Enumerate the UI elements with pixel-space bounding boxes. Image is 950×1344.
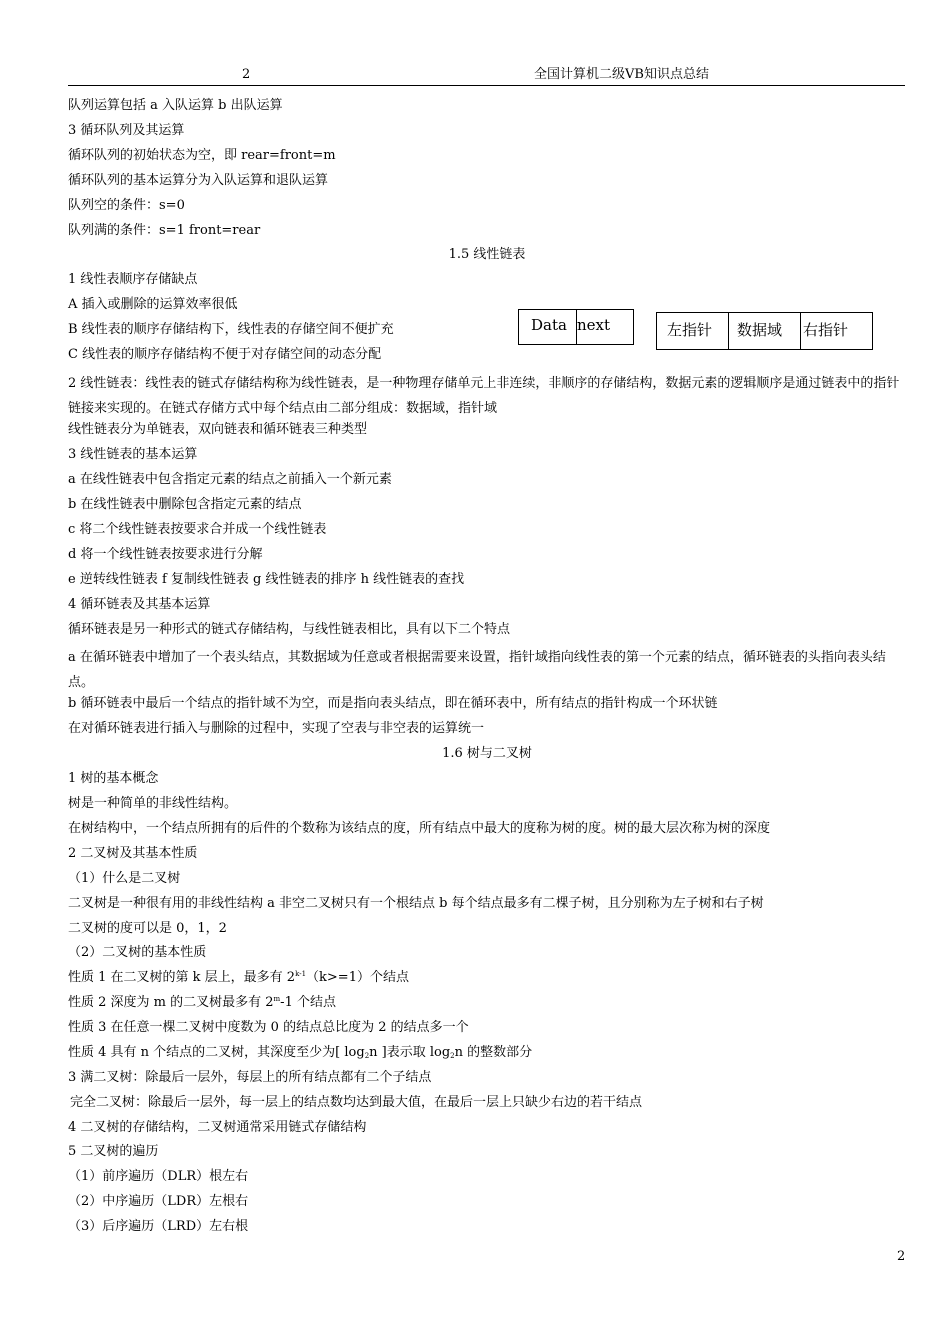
- text-line: （2）二叉树的基本性质: [68, 945, 207, 960]
- subscript: 2: [364, 1052, 370, 1060]
- section-heading: 1.6 树与二叉树: [442, 746, 532, 761]
- text-line: （2）中序遍历（LDR）左根右: [68, 1194, 249, 1209]
- node-data-cell: Data: [519, 310, 577, 344]
- text-line: （3）后序遍历（LRD）左右根: [68, 1219, 249, 1234]
- text-line: 3 满二叉树：除最后一层外，每层上的所有结点都有二个子结点: [68, 1070, 432, 1085]
- section-heading: 1.5 线性链表: [448, 247, 526, 262]
- text-line: a 在线性链表中包含指定元素的结点之前插入一个新元素: [68, 472, 392, 487]
- text-line: 1 树的基本概念: [68, 771, 159, 786]
- text-line: 性质 3 在任意一棵二叉树中度数为 0 的结点总比度为 2 的结点多一个: [68, 1020, 469, 1035]
- text-line: e 逆转线性链表 f 复制线性链表 g 线性链表的排序 h 线性链表的查找: [68, 572, 465, 587]
- text-span: n ]表示取 log: [369, 1045, 451, 1060]
- text-line: 1 线性表顺序存储缺点: [68, 272, 198, 287]
- header-rule: [68, 85, 905, 86]
- text-line: b 在线性链表中删除包含指定元素的结点: [68, 497, 302, 512]
- text-line: 2 二叉树及其基本性质: [68, 846, 198, 861]
- node-data-field-cell: 数据域: [729, 313, 801, 349]
- text-line-property-1: [68, 969, 409, 987]
- text-line: 线性链表分为单链表，双向链表和循环链表三种类型: [68, 422, 368, 437]
- node-left-pointer-cell: 左指针: [657, 313, 729, 349]
- text-line-property-2: [68, 994, 336, 1012]
- text-line: 循环队列的基本运算分为入队运算和退队运算: [68, 173, 329, 188]
- text-span: -1 个结点: [280, 995, 336, 1010]
- text-span: 性质 1 在二叉树的第 k 层上，最多有 2: [68, 970, 296, 985]
- text-line: 循环队列的初始状态为空，即 rear=front=m: [68, 148, 336, 163]
- text-line: 二叉树的度可以是 0，1，2: [68, 921, 227, 936]
- text-line: 树是一种简单的非线性结构。: [68, 796, 238, 811]
- single-link-node-diagram: [518, 309, 634, 345]
- text-line: （1）前序遍历（DLR）根左右: [68, 1169, 249, 1184]
- subscript: 2: [450, 1052, 455, 1060]
- node-next-cell: next: [577, 316, 611, 334]
- text-line: B 线性表的顺序存储结构下，线性表的存储空间不便扩充: [68, 322, 394, 337]
- text-line: 队列运算包括 a 入队运算 b 出队运算: [68, 98, 283, 113]
- text-line: 完全二叉树：除最后一层外，每一层上的结点数均达到最大值，在最后一层上只缺少右边的若干结点: [70, 1095, 643, 1110]
- text-line: 3 线性链表的基本运算: [68, 447, 198, 462]
- superscript: m: [273, 995, 281, 1003]
- header-title: 全国计算机二级VB知识点总结: [534, 67, 709, 82]
- text-line: b 循环链表中最后一个结点的指针域不为空，而是指向表头结点，即在循环表中，所有结点的指针构成一个环状链: [68, 696, 718, 711]
- superscript: k-1: [295, 970, 307, 978]
- text-line: 队列满的条件：s=1 front=rear: [68, 223, 261, 238]
- text-span: （k>=1）个结点: [306, 970, 409, 985]
- text-paragraph: 2 线性链表：线性表的链式存储结构称为线性链表，是一种物理存储单元上非连续，非顺序的存储结构，数据元素的逻辑顺序是通过链表中的指针链接来实现的。在链式存储方式中每个结点由二部分组成：数据域，指针域: [68, 376, 900, 416]
- text-span: 性质 4 具有 n 个结点的二叉树，其深度至少为[ log: [68, 1045, 365, 1060]
- text-span: 性质 2 深度为 m 的二叉树最多有 2: [68, 995, 274, 1010]
- text-line: 在对循环链表进行插入与删除的过程中，实现了空表与非空表的运算统一: [68, 721, 485, 736]
- text-line: d 将一个线性链表按要求进行分解: [68, 547, 263, 562]
- text-line: 二叉树是一种很有用的非线性结构 a 非空二叉树只有一个根结点 b 每个结点最多有二棵子树，且分别称为左子树和右子树: [68, 896, 764, 911]
- text-line: 队列空的条件：s=0: [68, 198, 185, 213]
- text-line: 4 二叉树的存储结构，二叉树通常采用链式存储结构: [68, 1120, 367, 1135]
- text-line: 4 循环链表及其基本运算: [68, 597, 211, 612]
- node-right-pointer-cell: 右指针: [803, 321, 849, 339]
- text-line: 循环链表是另一种形式的链式存储结构，与线性链表相比，具有以下二个特点: [68, 622, 511, 637]
- text-line: 3 循环队列及其运算: [68, 123, 185, 138]
- text-line: C 线性表的顺序存储结构不便于对存储空间的动态分配: [68, 347, 382, 362]
- text-line: 5 二叉树的遍历: [68, 1144, 159, 1159]
- footer-page-number: 2: [897, 1249, 906, 1264]
- text-line: A 插入或删除的运算效率很低: [68, 297, 238, 312]
- double-link-node-diagram: [656, 312, 873, 350]
- header-page-number: 2: [242, 67, 251, 82]
- text-span: n 的整数部分: [454, 1045, 533, 1060]
- text-paragraph: a 在循环链表中增加了一个表头结点，其数据域为任意或者根据需要来设置，指针域指向线性表的第一个元素的结点，循环链表的头指向表头结点。: [68, 650, 886, 690]
- text-line: 在树结构中，一个结点所拥有的后件的个数称为该结点的度，所有结点中最大的度称为树的度。树的最大层次称为树的深度: [68, 821, 771, 836]
- text-line: （1）什么是二叉树: [68, 871, 181, 886]
- text-line-property-4: [68, 1044, 532, 1062]
- text-line: c 将二个线性链表按要求合并成一个线性链表: [68, 522, 327, 537]
